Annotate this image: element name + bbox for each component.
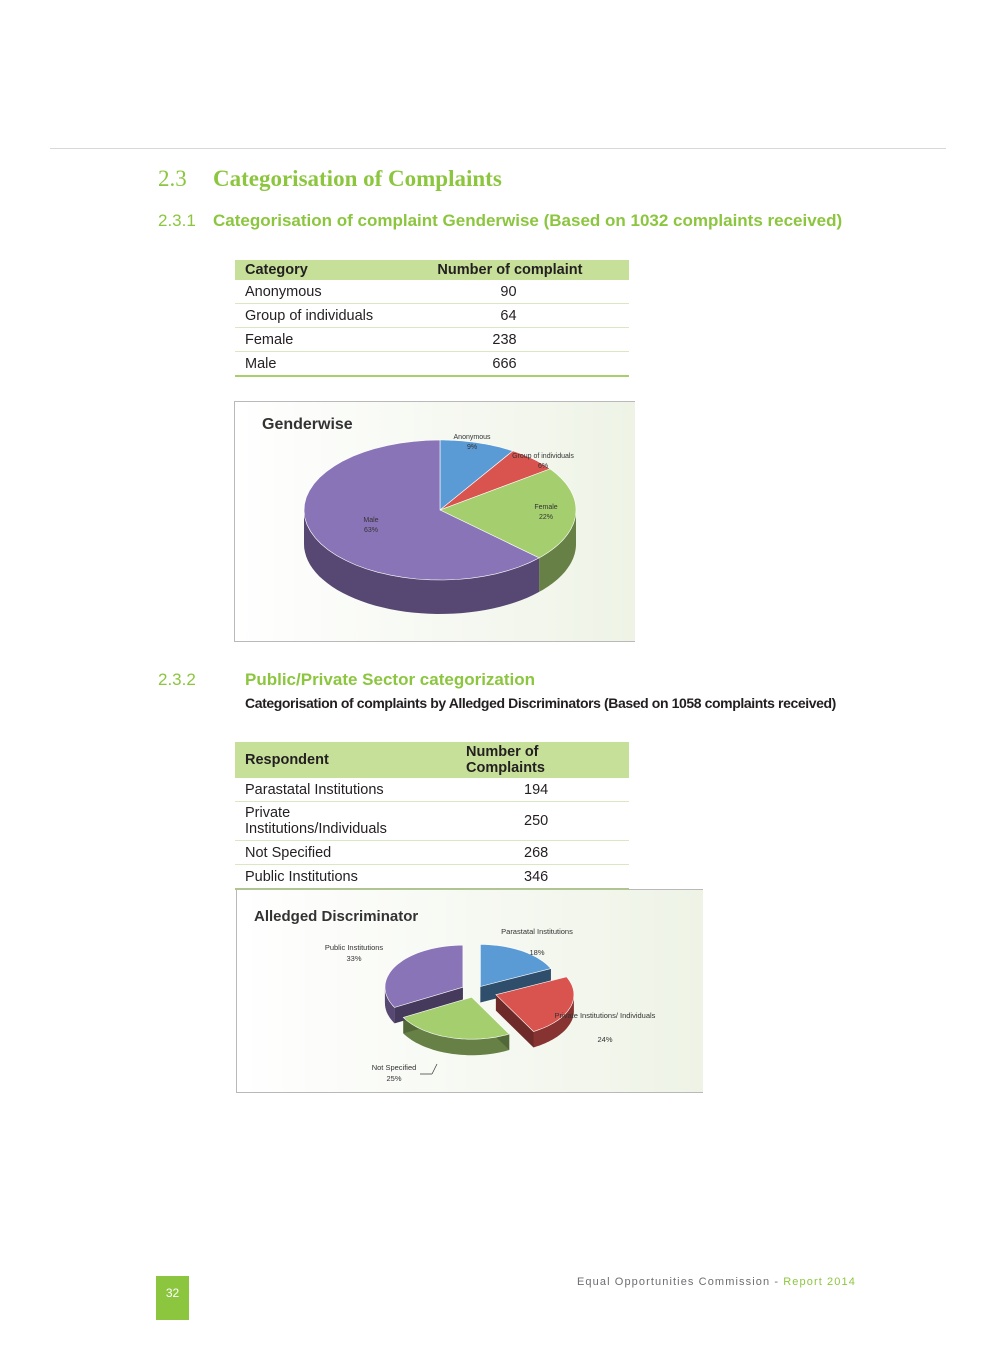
slice-percent: 18% (529, 948, 545, 957)
table-cell: Anonymous (235, 280, 413, 304)
table-header-row (235, 260, 629, 280)
table-cell: 268 (445, 841, 629, 865)
genderwise-pie-svg (235, 402, 635, 641)
footer-report: Report 2014 (783, 1276, 856, 1288)
slice-percent: 33% (346, 954, 362, 963)
subsection-2-note: Categorisation of complaints by Alledged Discriminators (Based on 1058 complaints received) (245, 695, 836, 711)
discriminator-chart (236, 889, 703, 1093)
slice-label: Female (534, 504, 558, 511)
genderwise-table (235, 260, 629, 377)
table-cell: 90 (413, 280, 629, 304)
slice-label: Group of individuals (512, 453, 574, 460)
table-row (235, 352, 629, 377)
slice-percent: 6% (537, 463, 549, 470)
table-cell: Private Institutions/Individuals (235, 802, 445, 841)
table-row (235, 328, 629, 352)
slice-label: Private Institutions/ Individuals (554, 1011, 656, 1020)
section-title: Categorisation of Complaints (213, 166, 502, 191)
table-row (235, 865, 629, 890)
page-number: 32 (165, 1286, 180, 1300)
slice-percent: 63% (363, 527, 379, 534)
table-cell: Female (235, 328, 413, 352)
subsection-2-heading (158, 670, 535, 690)
section-number: 2.3 (158, 166, 187, 191)
table-cell: 194 (445, 778, 629, 802)
page-number-box (156, 1276, 189, 1320)
slice-percent: 9% (466, 444, 478, 451)
subsection-1-heading (158, 211, 842, 231)
slice-label: Not Specified (371, 1063, 417, 1072)
subsection-1-title: Categorisation of complaint Genderwise (Based on 1032 complaints received) (213, 211, 843, 230)
section-heading (158, 166, 502, 192)
top-divider (50, 148, 946, 149)
table-row (235, 802, 629, 841)
chart-title: Genderwise (262, 416, 353, 433)
table-cell: 238 (413, 328, 629, 352)
table-row (235, 304, 629, 328)
table-cell: 666 (413, 352, 629, 377)
footer-text (577, 1276, 856, 1288)
table-cell: Group of individuals (235, 304, 413, 328)
column-header: Number of complaint (413, 260, 629, 280)
genderwise-chart (234, 401, 635, 642)
table-row (235, 841, 629, 865)
table-cell: Parastatal Institutions (235, 778, 445, 802)
slice-label: Public Institutions (324, 943, 384, 952)
respondent-table (235, 742, 629, 890)
table-cell: 64 (413, 304, 629, 328)
slice-percent: 22% (538, 514, 554, 521)
slice-percent: 25% (386, 1074, 402, 1083)
table-cell: Public Institutions (235, 865, 445, 890)
table-cell: 346 (445, 865, 629, 890)
chart-title: Alledged Discriminator (254, 908, 419, 925)
subsection-2-title: Public/Private Sector categorization (245, 670, 536, 689)
subsection-2-number: 2.3.2 (158, 670, 196, 689)
table-cell: 250 (445, 802, 629, 841)
table-row (235, 280, 629, 304)
footer-org: Equal Opportunities Commission - (577, 1276, 784, 1288)
column-header: Category (235, 260, 413, 280)
table-cell: Not Specified (235, 841, 445, 865)
table-cell: Male (235, 352, 413, 377)
column-header: Respondent (235, 742, 445, 778)
slice-label: Parastatal Institutions (501, 927, 573, 936)
discriminator-pie-svg (237, 890, 703, 1092)
table-header-row (235, 742, 629, 778)
slice-label: Anonymous (453, 434, 491, 441)
column-header: Number of Complaints (445, 742, 629, 778)
subsection-1-number: 2.3.1 (158, 211, 196, 230)
slice-percent: 24% (597, 1035, 613, 1044)
table-row (235, 778, 629, 802)
slice-label: Male (363, 517, 379, 524)
